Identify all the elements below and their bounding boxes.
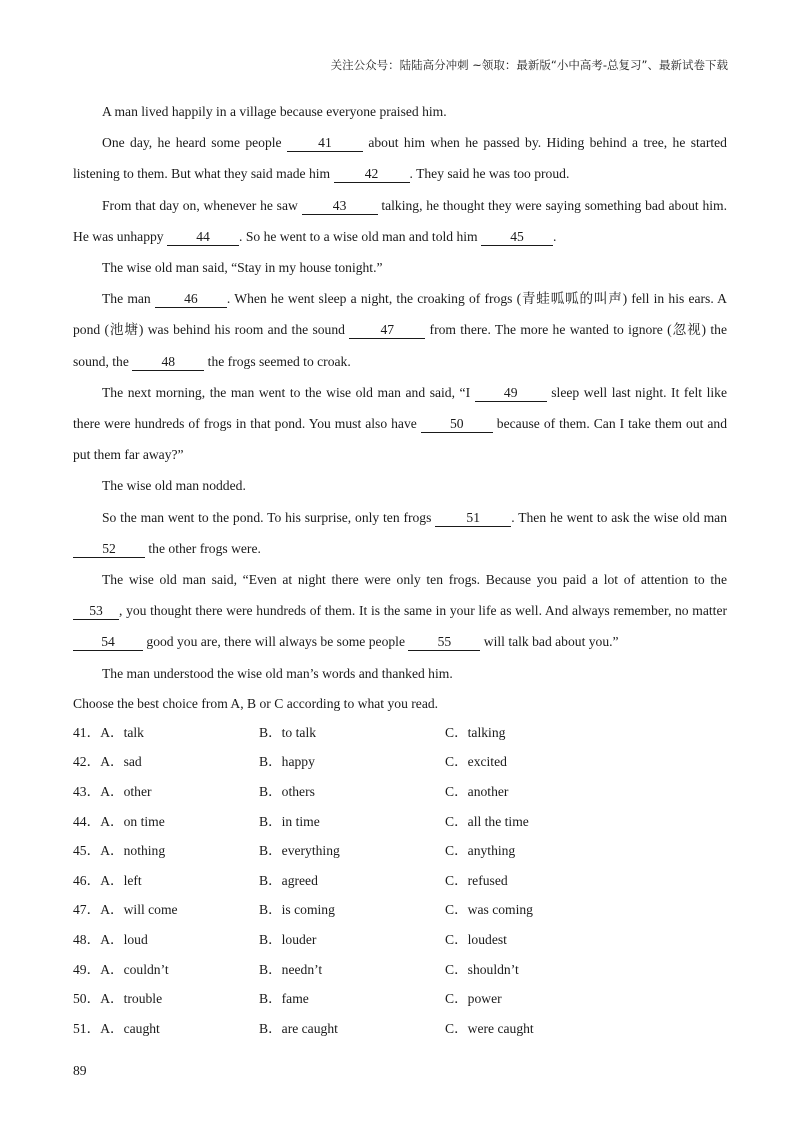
passage-text: because of them. Can I take them out and put them far away?” (73, 416, 727, 463)
question-number: 49． (73, 961, 101, 977)
passage-paragraph (73, 190, 727, 252)
passage-text: . Then he went to ask the wise old man (511, 509, 727, 525)
option-a (73, 895, 259, 925)
option-c: C．was coming (445, 902, 533, 918)
passage-text: sleep well last night. It felt like there were hundreds of frogs in that pond. You must also have (73, 384, 727, 432)
passage-paragraph (73, 658, 727, 689)
option-a-text: A．sad (100, 754, 142, 770)
option-c: C．shouldn’t (445, 961, 519, 977)
question-row (73, 747, 727, 777)
passage-text: The wise old man said, “Stay in my house tonight.” (102, 260, 383, 276)
passage-paragraph (73, 564, 727, 658)
question-row (73, 925, 727, 955)
passage-paragraph (73, 377, 727, 471)
question-number: 42． (73, 754, 101, 770)
option-a-text: A．trouble (100, 991, 163, 1007)
passage-text: The wise old man nodded. (102, 478, 246, 494)
option-c: C．another (445, 784, 509, 800)
option-a (73, 925, 259, 955)
option-a (73, 747, 259, 777)
passage-text: So the man went to the pond. To his surprise, only ten frogs (102, 509, 436, 525)
option-a-text: A．loud (100, 932, 148, 948)
option-a-text: A．other (100, 784, 152, 800)
question-row (73, 718, 727, 748)
option-a (73, 866, 259, 896)
option-b: B．fame (259, 991, 309, 1007)
option-a (73, 777, 259, 807)
option-a-text: A．talk (100, 724, 144, 740)
option-b: B．in time (259, 813, 320, 829)
passage-text: . They said he was too proud. (409, 166, 570, 182)
blank-43: 43 (302, 198, 378, 215)
blank-52: 52 (73, 541, 145, 558)
question-row (73, 807, 727, 837)
blank-44: 44 (167, 229, 239, 246)
option-c: C．excited (445, 754, 507, 770)
question-row (73, 984, 727, 1014)
option-a-text: A．left (100, 872, 142, 888)
passage-text: From that day on, whenever he saw (102, 197, 302, 213)
option-a-text: A．caught (100, 1020, 160, 1036)
passage-paragraph (73, 252, 727, 283)
question-row (73, 866, 727, 896)
question-number: 44． (73, 813, 101, 829)
passage-paragraph (73, 96, 727, 127)
option-c: C．loudest (445, 932, 507, 948)
passage-paragraph (73, 127, 727, 189)
option-c: C．were caught (445, 1020, 534, 1036)
question-number: 50． (73, 991, 101, 1007)
blank-46: 46 (155, 291, 227, 308)
option-a (73, 718, 259, 748)
passage-text: from there. The more he wanted to ignore (忽视) the sound, the (73, 322, 727, 369)
option-c: C．refused (445, 872, 508, 888)
blank-41: 41 (287, 135, 363, 152)
blank-47: 47 (349, 322, 425, 339)
question-number: 41． (73, 724, 101, 740)
question-number: 47． (73, 902, 101, 918)
option-a-text: A．nothing (100, 843, 166, 859)
question-row (73, 836, 727, 866)
passage-text: . (553, 228, 557, 244)
passage-text: The man understood the wise old man’s words and thanked him. (102, 665, 453, 681)
option-b: B．needn’t (259, 961, 323, 977)
passage-paragraph (73, 502, 727, 564)
passage-text: A man lived happily in a village because everyone praised him. (102, 104, 447, 119)
option-b: B．are caught (259, 1020, 338, 1036)
question-number: 51． (73, 1020, 101, 1036)
passage-text: , you thought there were hundreds of them. It is the same in your life as well. And always remember, no matter (119, 603, 727, 619)
blank-54: 54 (73, 634, 143, 651)
passage-text: The man (102, 291, 155, 307)
question-row (73, 955, 727, 985)
blank-42: 42 (334, 166, 410, 183)
instruction-text: Choose the best choice from A, B or C according to what you read. (73, 695, 439, 711)
passage-text: talking, he thought they were saying something bad about him. He was unhappy (73, 197, 727, 244)
question-row (73, 1014, 727, 1044)
passage-text: The next morning, the man went to the wise old man and said, “I (102, 384, 475, 400)
option-c: C．anything (445, 843, 516, 859)
passage-text: good you are, there will always be some people (143, 634, 409, 650)
passage-text: One day, he heard some people (102, 135, 287, 151)
blank-51: 51 (435, 510, 511, 527)
blank-45: 45 (481, 229, 553, 246)
passage-text: will talk bad about you.” (480, 634, 619, 650)
question-row (73, 777, 727, 807)
option-b: B．to talk (259, 724, 317, 740)
option-b: B．louder (259, 932, 317, 948)
document-body (73, 96, 727, 1043)
option-b: B．others (259, 784, 315, 800)
option-a-text: A．couldn’t (100, 961, 169, 977)
passage-paragraph (73, 470, 727, 501)
option-b: B．is coming (259, 902, 335, 918)
option-a-text: A．will come (100, 902, 178, 918)
option-a (73, 955, 259, 985)
passage-text: the frogs seemed to croak. (204, 353, 351, 369)
option-c: C．all the time (445, 813, 529, 829)
question-number: 48． (73, 932, 101, 948)
blank-48: 48 (132, 354, 204, 371)
option-c: C．talking (445, 724, 506, 740)
page-header: 关注公众号：陆陆高分冲刺 ~领取：最新版“小中高考-总复习”、最新试卷下载 (330, 58, 728, 72)
option-a (73, 984, 259, 1014)
option-a-text: A．on time (100, 813, 165, 829)
passage-text: . So he went to a wise old man and told him (239, 228, 482, 244)
blank-49: 49 (475, 385, 547, 402)
blank-50: 50 (421, 416, 493, 433)
question-number: 46． (73, 872, 101, 888)
option-b: B．agreed (259, 872, 318, 888)
passage-text: the other frogs were. (145, 540, 261, 556)
blank-53: 53 (73, 603, 119, 620)
page-number: 89 (73, 1063, 87, 1078)
option-b: B．happy (259, 754, 315, 770)
question-row (73, 895, 727, 925)
option-a (73, 1014, 259, 1044)
blank-55: 55 (408, 634, 480, 651)
question-number: 45． (73, 843, 101, 859)
cloze-passage (73, 96, 727, 689)
passage-text: The wise old man said, “Even at night there were only ten frogs. Because you paid a lot of attention to the (102, 572, 727, 588)
option-a (73, 836, 259, 866)
answer-options (73, 718, 727, 1044)
passage-text: . When he went sleep a night, the croaking of frogs (青蛙呱呱的叫声) fell in his ears. A pond (池塘) was behind his room and the sound (73, 291, 727, 338)
option-c: C．power (445, 991, 502, 1007)
option-b: B．everything (259, 843, 340, 859)
passage-paragraph (73, 283, 727, 377)
question-number: 43． (73, 784, 101, 800)
option-a (73, 807, 259, 837)
passage-text: about him when he passed by. Hiding behind a tree, he started listening to them. But what they said made him (73, 135, 727, 182)
